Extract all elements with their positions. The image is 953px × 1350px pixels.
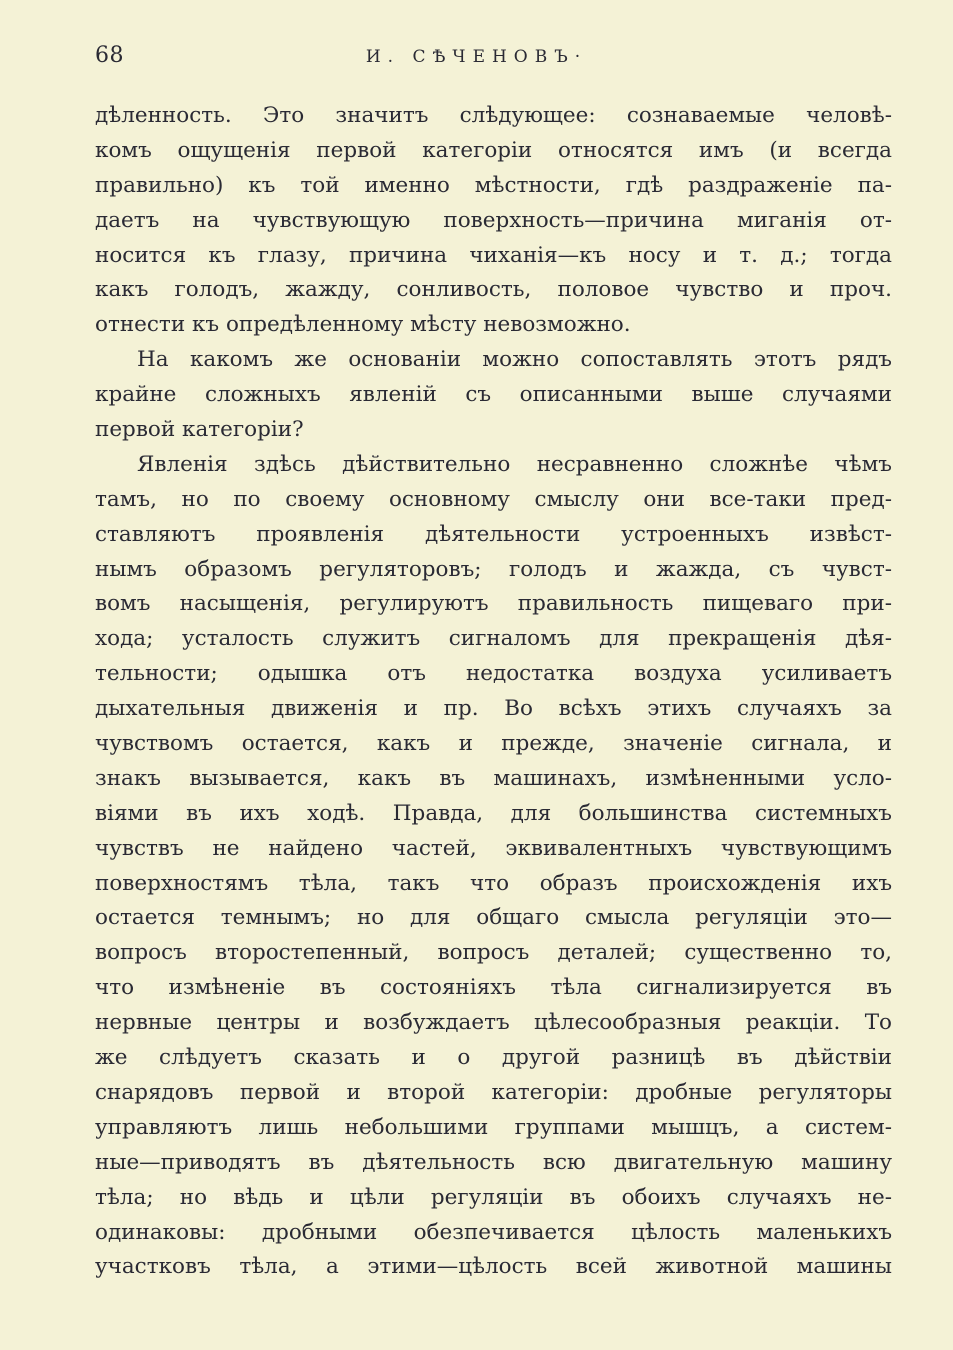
text-line: хода; усталость служитъ сигналомъ для прекращенія дѣя-	[95, 626, 892, 652]
text-line: тамъ, но по своему основному смыслу они все-таки пред-	[95, 486, 892, 512]
text-line: комъ ощущенія первой категоріи относятся имъ (и всегда	[95, 137, 892, 163]
body-text	[95, 99, 892, 1285]
text-line: что измѣненіе въ состояніяхъ тѣла сигнализируется въ	[95, 975, 892, 1001]
text-line: остается темнымъ; но для общаго смысла регуляціи это—	[95, 905, 892, 931]
text-line: отнести къ опредѣленному мѣсту невозможно.	[95, 312, 631, 338]
text-line: дѣленность. Это значитъ слѣдующее: сознаваемые человѣ-	[95, 103, 892, 128]
page-number: 68	[95, 43, 124, 68]
text-line: тельности; одышка отъ недостатка воздуха усиливаетъ	[95, 661, 892, 687]
text-line: На какомъ же основаніи можно сопоставлять этотъ рядъ	[137, 347, 892, 373]
text-line: віями въ ихъ ходѣ. Правда, для большинства системныхъ	[95, 800, 892, 826]
text-line: вопросъ второстепенный, вопросъ деталей; существенно то,	[95, 940, 892, 966]
text-line: вомъ насыщенія, регулируютъ правильность пищеваго при-	[95, 591, 892, 617]
text-line: первой категоріи?	[95, 417, 304, 443]
text-line: нымъ образомъ регуляторовъ; голодъ и жажда, съ чувст-	[95, 556, 892, 582]
text-line: тѣла; но вѣдь и цѣли регуляціи въ обоихъ случаяхъ не-	[95, 1184, 892, 1210]
text-line: Явленія здѣсь дѣйствительно несравненно сложнѣе чѣмъ	[137, 451, 892, 477]
text-line: же слѣдуетъ сказать и о другой разницѣ въ дѣйствіи	[95, 1045, 892, 1071]
text-line: носится къ глазу, причина чиханія—къ носу и т. д.; тогда	[95, 242, 892, 268]
text-line: дыхательныя движенія и пр. Во всѣхъ этихъ случаяхъ за	[95, 696, 892, 722]
text-line: ные—приводятъ въ дѣятельность всю двигательную машину	[95, 1149, 892, 1175]
text-line: чувствомъ остается, какъ и прежде, значеніе сигнала, и	[95, 731, 892, 757]
text-line: ставляютъ проявленія дѣятельности устроенныхъ извѣст-	[95, 521, 892, 547]
text-line: управляютъ лишь небольшими группами мышцъ, а систем-	[95, 1114, 892, 1140]
text-line: чувствъ не найдено частей, эквивалентныхъ чувствующимъ	[95, 835, 892, 861]
text-line: знакъ вызывается, какъ въ машинахъ, измѣненными усло-	[95, 765, 892, 791]
text-line: нервные центры и возбуждаетъ цѣлесообразныя реакціи. То	[95, 1010, 892, 1036]
text-line: какъ голодъ, жажду, сонливость, половое чувство и проч.	[95, 277, 892, 303]
text-line: крайне сложныхъ явленій съ описанными выше случаями	[95, 382, 892, 408]
running-head: И. СѢЧЕНОВЪ·	[365, 47, 588, 67]
text-line: снарядовъ первой и второй категоріи: дробные регуляторы	[95, 1079, 892, 1105]
text-line: поверхностямъ тѣла, такъ что образъ происхожденія ихъ	[95, 870, 892, 896]
text-line: даетъ на чувствующую поверхность—причина миганія от-	[95, 207, 892, 233]
text-line: правильно) къ той именно мѣстности, гдѣ раздраженіе па-	[95, 172, 892, 198]
text-line: одинаковы: дробными обезпечивается цѣлость маленькихъ	[95, 1219, 892, 1245]
text-line: участковъ тѣла, а этими—цѣлость всей животной машины	[95, 1254, 892, 1280]
